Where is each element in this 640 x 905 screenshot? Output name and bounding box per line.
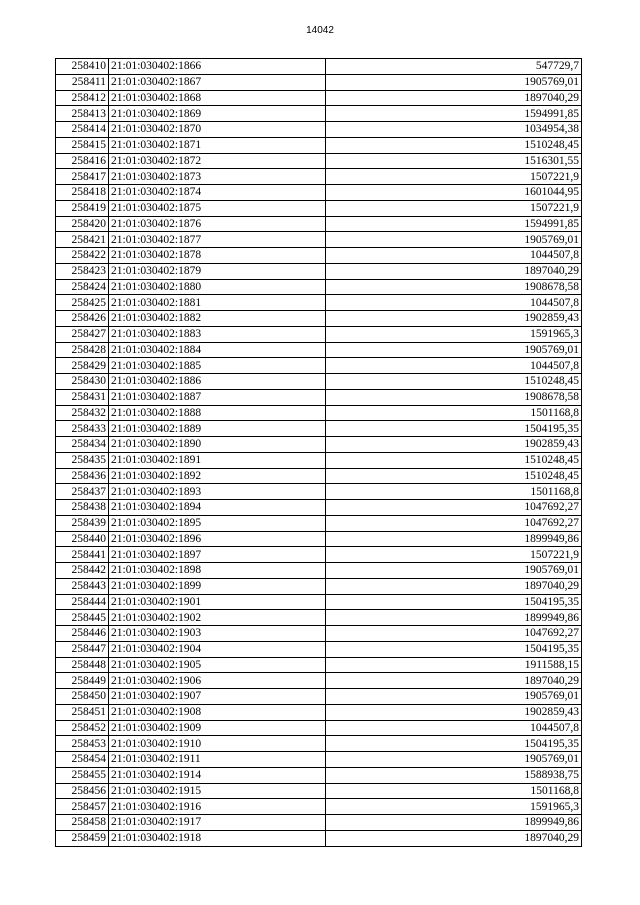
table-row [56, 74, 582, 90]
table-row [56, 641, 582, 657]
cadastral-value-cell: 1510248,45 [326, 374, 582, 390]
table-row [56, 421, 582, 437]
table-row [56, 153, 582, 169]
cadastral-number-cell: 21:01:030402:1888 [109, 405, 326, 421]
cadastral-value-cell: 1897040,29 [326, 578, 582, 594]
cadastral-value-cell: 1588938,75 [326, 767, 582, 783]
table-row [56, 279, 582, 295]
cadastral-number-cell: 21:01:030402:1904 [109, 641, 326, 657]
row-number-cell: 258420 [56, 216, 109, 232]
row-number-cell: 258429 [56, 358, 109, 374]
row-number-cell: 258416 [56, 153, 109, 169]
table-row [56, 767, 582, 783]
cadastral-value-cell: 1601044,95 [326, 185, 582, 201]
row-number-cell: 258422 [56, 248, 109, 264]
table-row [56, 232, 582, 248]
cadastral-number-cell: 21:01:030402:1890 [109, 437, 326, 453]
cadastral-number-cell: 21:01:030402:1902 [109, 610, 326, 626]
row-number-cell: 258457 [56, 799, 109, 815]
cadastral-number-cell: 21:01:030402:1906 [109, 673, 326, 689]
cadastral-value-cell: 1044507,8 [326, 248, 582, 264]
row-number-cell: 258419 [56, 200, 109, 216]
table-row [56, 452, 582, 468]
cadastral-value-cell: 1507221,9 [326, 200, 582, 216]
table-row [56, 200, 582, 216]
cadastral-value-cell: 547729,7 [326, 59, 582, 75]
row-number-cell: 258432 [56, 405, 109, 421]
cadastral-number-cell: 21:01:030402:1875 [109, 200, 326, 216]
row-number-cell: 258435 [56, 452, 109, 468]
cadastral-value-cell: 1516301,55 [326, 153, 582, 169]
cadastral-number-cell: 21:01:030402:1882 [109, 311, 326, 327]
row-number-cell: 258451 [56, 704, 109, 720]
cadastral-number-cell: 21:01:030402:1883 [109, 326, 326, 342]
cadastral-number-cell: 21:01:030402:1866 [109, 59, 326, 75]
cadastral-number-cell: 21:01:030402:1910 [109, 736, 326, 752]
table-row [56, 515, 582, 531]
row-number-cell: 258428 [56, 342, 109, 358]
table-row [56, 468, 582, 484]
table-row [56, 547, 582, 563]
cadastral-value-cell: 1591965,3 [326, 326, 582, 342]
table-body [56, 59, 582, 847]
cadastral-value-cell: 1034954,38 [326, 122, 582, 138]
table-row [56, 689, 582, 705]
cadastral-value-cell: 1510248,45 [326, 137, 582, 153]
row-number-cell: 258453 [56, 736, 109, 752]
table-row [56, 358, 582, 374]
cadastral-number-cell: 21:01:030402:1898 [109, 563, 326, 579]
table-row [56, 216, 582, 232]
cadastral-number-cell: 21:01:030402:1880 [109, 279, 326, 295]
row-number-cell: 258427 [56, 326, 109, 342]
table-row [56, 169, 582, 185]
table-row [56, 248, 582, 264]
cadastral-number-cell: 21:01:030402:1868 [109, 90, 326, 106]
table-row [56, 815, 582, 831]
cadastral-number-cell: 21:01:030402:1899 [109, 578, 326, 594]
row-number-cell: 258441 [56, 547, 109, 563]
cadastral-value-cell: 1501168,8 [326, 484, 582, 500]
row-number-cell: 258431 [56, 389, 109, 405]
cadastral-number-cell: 21:01:030402:1869 [109, 106, 326, 122]
cadastral-number-cell: 21:01:030402:1894 [109, 500, 326, 516]
cadastral-number-cell: 21:01:030402:1907 [109, 689, 326, 705]
cadastral-number-cell: 21:01:030402:1901 [109, 594, 326, 610]
cadastral-value-cell: 1591965,3 [326, 799, 582, 815]
cadastral-value-cell: 1501168,8 [326, 405, 582, 421]
table-row [56, 531, 582, 547]
cadastral-value-cell: 1504195,35 [326, 641, 582, 657]
row-number-cell: 258412 [56, 90, 109, 106]
cadastral-value-cell: 1507221,9 [326, 169, 582, 185]
row-number-cell: 258417 [56, 169, 109, 185]
table-row [56, 830, 582, 846]
cadastral-number-cell: 21:01:030402:1896 [109, 531, 326, 547]
cadastral-value-cell: 1911588,15 [326, 657, 582, 673]
cadastral-number-cell: 21:01:030402:1886 [109, 374, 326, 390]
row-number-cell: 258446 [56, 626, 109, 642]
cadastral-value-cell: 1897040,29 [326, 830, 582, 846]
row-number-cell: 258410 [56, 59, 109, 75]
row-number-cell: 258439 [56, 515, 109, 531]
table-row [56, 326, 582, 342]
table-row [56, 122, 582, 138]
cadastral-value-cell: 1044507,8 [326, 720, 582, 736]
table-row [56, 484, 582, 500]
table-row [56, 185, 582, 201]
table-row [56, 59, 582, 75]
cadastral-number-cell: 21:01:030402:1877 [109, 232, 326, 248]
row-number-cell: 258424 [56, 279, 109, 295]
table-row [56, 657, 582, 673]
cadastral-number-cell: 21:01:030402:1873 [109, 169, 326, 185]
row-number-cell: 258436 [56, 468, 109, 484]
row-number-cell: 258418 [56, 185, 109, 201]
cadastral-value-cell: 1501168,8 [326, 783, 582, 799]
cadastral-value-cell: 1897040,29 [326, 90, 582, 106]
cadastral-value-cell: 1899949,86 [326, 610, 582, 626]
cadastral-number-cell: 21:01:030402:1895 [109, 515, 326, 531]
cadastral-value-cell: 1899949,86 [326, 815, 582, 831]
cadastral-number-cell: 21:01:030402:1905 [109, 657, 326, 673]
row-number-cell: 258445 [56, 610, 109, 626]
cadastral-number-cell: 21:01:030402:1878 [109, 248, 326, 264]
cadastral-number-cell: 21:01:030402:1917 [109, 815, 326, 831]
row-number-cell: 258454 [56, 752, 109, 768]
cadastral-value-cell: 1504195,35 [326, 421, 582, 437]
row-number-cell: 258456 [56, 783, 109, 799]
cadastral-value-cell: 1507221,9 [326, 547, 582, 563]
cadastral-number-cell: 21:01:030402:1918 [109, 830, 326, 846]
table-row [56, 90, 582, 106]
table-row [56, 263, 582, 279]
cadastral-value-cell: 1047692,27 [326, 515, 582, 531]
table-row [56, 578, 582, 594]
row-number-cell: 258430 [56, 374, 109, 390]
cadastral-number-cell: 21:01:030402:1903 [109, 626, 326, 642]
row-number-cell: 258448 [56, 657, 109, 673]
cadastral-number-cell: 21:01:030402:1911 [109, 752, 326, 768]
cadastral-number-cell: 21:01:030402:1915 [109, 783, 326, 799]
table-row [56, 137, 582, 153]
cadastral-number-cell: 21:01:030402:1889 [109, 421, 326, 437]
cadastral-value-cell: 1905769,01 [326, 232, 582, 248]
cadastral-value-cell: 1899949,86 [326, 531, 582, 547]
row-number-cell: 258442 [56, 563, 109, 579]
table-row [56, 610, 582, 626]
row-number-cell: 258455 [56, 767, 109, 783]
table-row [56, 626, 582, 642]
cadastral-value-cell: 1905769,01 [326, 74, 582, 90]
cadastral-value-cell: 1908678,58 [326, 389, 582, 405]
cadastral-value-cell: 1905769,01 [326, 689, 582, 705]
cadastral-value-cell: 1510248,45 [326, 468, 582, 484]
row-number-cell: 258450 [56, 689, 109, 705]
cadastral-number-cell: 21:01:030402:1893 [109, 484, 326, 500]
cadastral-value-cell: 1594991,85 [326, 216, 582, 232]
cadastral-number-cell: 21:01:030402:1887 [109, 389, 326, 405]
cadastral-value-cell: 1902859,43 [326, 437, 582, 453]
table-row [56, 437, 582, 453]
row-number-cell: 258438 [56, 500, 109, 516]
row-number-cell: 258433 [56, 421, 109, 437]
cadastral-number-cell: 21:01:030402:1897 [109, 547, 326, 563]
table-row [56, 704, 582, 720]
cadastral-number-cell: 21:01:030402:1914 [109, 767, 326, 783]
cadastral-value-cell: 1510248,45 [326, 452, 582, 468]
table-row [56, 594, 582, 610]
row-number-cell: 258440 [56, 531, 109, 547]
row-number-cell: 258415 [56, 137, 109, 153]
cadastral-value-cell: 1908678,58 [326, 279, 582, 295]
row-number-cell: 258421 [56, 232, 109, 248]
table-row [56, 500, 582, 516]
cadastral-value-cell: 1897040,29 [326, 263, 582, 279]
cadastral-number-cell: 21:01:030402:1874 [109, 185, 326, 201]
row-number-cell: 258447 [56, 641, 109, 657]
cadastral-number-cell: 21:01:030402:1870 [109, 122, 326, 138]
table-row [56, 783, 582, 799]
row-number-cell: 258426 [56, 311, 109, 327]
cadastral-number-cell: 21:01:030402:1891 [109, 452, 326, 468]
cadastral-number-cell: 21:01:030402:1909 [109, 720, 326, 736]
cadastral-number-cell: 21:01:030402:1879 [109, 263, 326, 279]
table-row [56, 311, 582, 327]
table-row [56, 673, 582, 689]
cadastral-number-cell: 21:01:030402:1871 [109, 137, 326, 153]
cadastral-value-cell: 1594991,85 [326, 106, 582, 122]
row-number-cell: 258411 [56, 74, 109, 90]
row-number-cell: 258459 [56, 830, 109, 846]
cadastral-number-cell: 21:01:030402:1872 [109, 153, 326, 169]
table-row [56, 405, 582, 421]
cadastral-value-cell: 1504195,35 [326, 736, 582, 752]
cadastral-number-cell: 21:01:030402:1885 [109, 358, 326, 374]
cadastral-number-cell: 21:01:030402:1881 [109, 295, 326, 311]
cadastral-value-table [55, 58, 582, 847]
row-number-cell: 258425 [56, 295, 109, 311]
cadastral-number-cell: 21:01:030402:1867 [109, 74, 326, 90]
cadastral-number-cell: 21:01:030402:1916 [109, 799, 326, 815]
row-number-cell: 258413 [56, 106, 109, 122]
cadastral-value-cell: 1902859,43 [326, 311, 582, 327]
cadastral-number-cell: 21:01:030402:1908 [109, 704, 326, 720]
row-number-cell: 258423 [56, 263, 109, 279]
cadastral-value-cell: 1044507,8 [326, 358, 582, 374]
table-row [56, 752, 582, 768]
row-number-cell: 258444 [56, 594, 109, 610]
cadastral-value-cell: 1905769,01 [326, 342, 582, 358]
table-row [56, 389, 582, 405]
table-row [56, 799, 582, 815]
page-number: 14042 [306, 25, 334, 36]
cadastral-value-cell: 1902859,43 [326, 704, 582, 720]
row-number-cell: 258434 [56, 437, 109, 453]
row-number-cell: 258443 [56, 578, 109, 594]
row-number-cell: 258414 [56, 122, 109, 138]
cadastral-value-cell: 1905769,01 [326, 752, 582, 768]
cadastral-number-cell: 21:01:030402:1884 [109, 342, 326, 358]
table-row [56, 374, 582, 390]
row-number-cell: 258437 [56, 484, 109, 500]
table-row [56, 106, 582, 122]
row-number-cell: 258458 [56, 815, 109, 831]
table-row [56, 295, 582, 311]
row-number-cell: 258452 [56, 720, 109, 736]
cadastral-number-cell: 21:01:030402:1876 [109, 216, 326, 232]
cadastral-value-cell: 1504195,35 [326, 594, 582, 610]
cadastral-value-cell: 1047692,27 [326, 500, 582, 516]
cadastral-value-cell: 1897040,29 [326, 673, 582, 689]
row-number-cell: 258449 [56, 673, 109, 689]
cadastral-value-cell: 1905769,01 [326, 563, 582, 579]
cadastral-value-cell: 1044507,8 [326, 295, 582, 311]
table-row [56, 563, 582, 579]
table-row [56, 342, 582, 358]
table-row [56, 720, 582, 736]
cadastral-number-cell: 21:01:030402:1892 [109, 468, 326, 484]
table-row [56, 736, 582, 752]
cadastral-value-cell: 1047692,27 [326, 626, 582, 642]
